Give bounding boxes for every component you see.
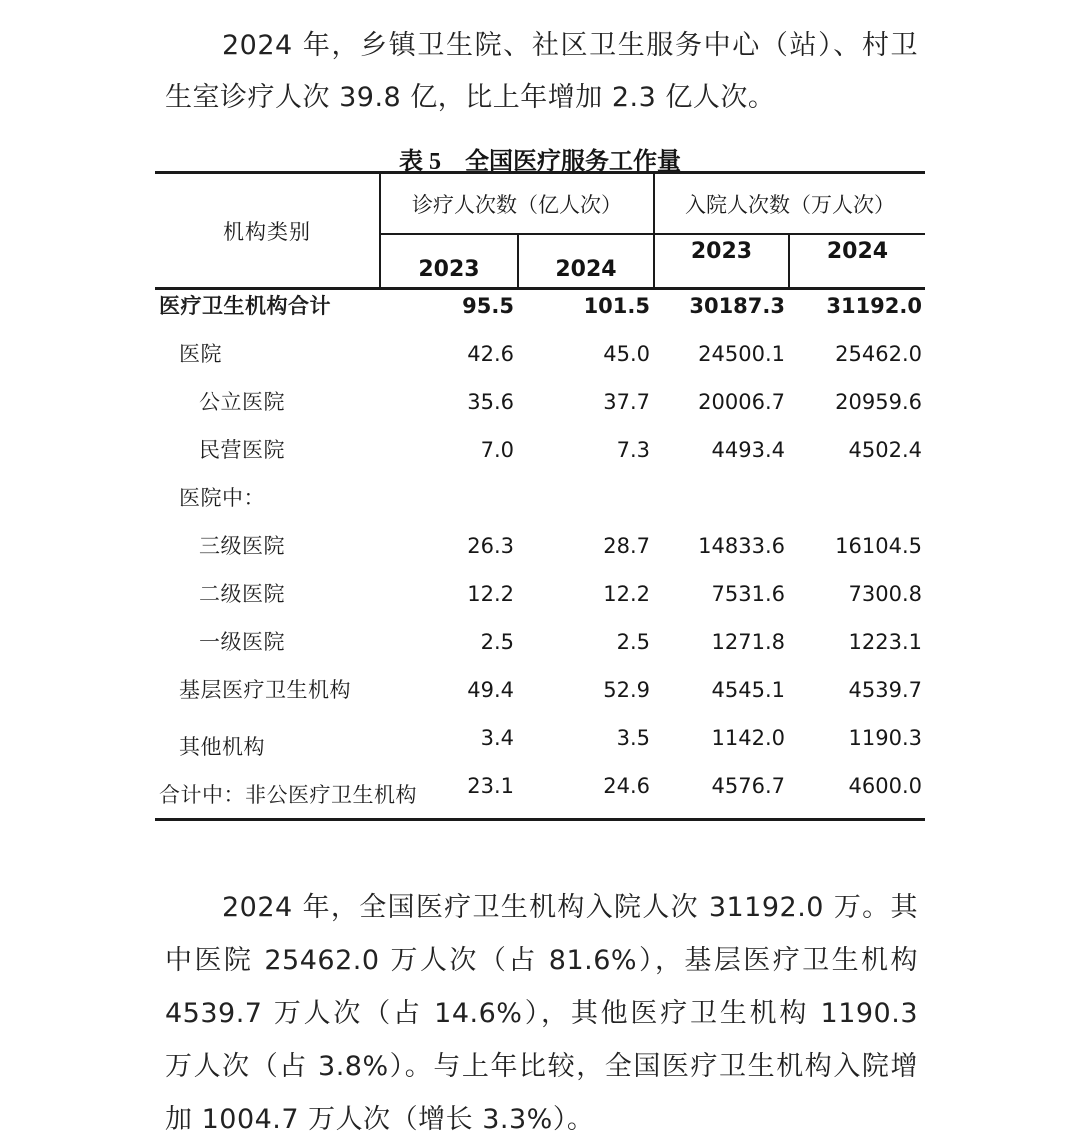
table-header — [155, 174, 925, 290]
cell-value: 2.5 — [480, 630, 514, 654]
cell-value: 3.4 — [480, 726, 514, 750]
intro-line: 生室诊疗人次 39.8 亿，比上年增加 2.3 亿人次。 — [165, 82, 776, 113]
table-row — [155, 386, 925, 434]
cell-value: 4576.7 — [711, 774, 785, 798]
cell-value: 7.0 — [480, 438, 514, 462]
closing-paragraph — [165, 881, 918, 1137]
header-group-outpatient: 诊疗人次数（亿人次） — [379, 174, 653, 235]
cell-value: 26.3 — [467, 534, 514, 558]
table-row — [155, 434, 925, 482]
cell-value: 30187.3 — [689, 294, 785, 318]
cell-value: 12.2 — [467, 582, 514, 606]
cell-value: 4539.7 — [848, 678, 922, 702]
closing-line: 2024 年，全国医疗卫生机构入院人次 31192.0 万。其 — [222, 892, 918, 923]
table-row — [155, 722, 925, 770]
cell-value: 20006.7 — [698, 390, 785, 414]
medical-service-table — [155, 171, 925, 821]
cell-value: 12.2 — [603, 582, 650, 606]
row-label: 二级医院 — [199, 582, 285, 606]
cell-value: 1190.3 — [848, 726, 922, 750]
cell-value: 101.5 — [583, 294, 650, 318]
cell-value: 20959.6 — [835, 390, 922, 414]
cell-value: 4545.1 — [711, 678, 785, 702]
cell-value: 1142.0 — [711, 726, 785, 750]
cell-value: 95.5 — [462, 294, 514, 318]
cell-value: 42.6 — [467, 342, 514, 366]
header-year: 2024 — [788, 235, 925, 287]
table-row — [155, 770, 925, 818]
intro-paragraph — [165, 20, 918, 124]
row-label: 一级医院 — [199, 630, 285, 654]
cell-value: 37.7 — [603, 390, 650, 414]
table-row — [155, 290, 925, 338]
closing-line: 4539.7 万人次（占 14.6%），其他医疗卫生机构 1190.3 — [165, 998, 918, 1029]
cell-value: 25462.0 — [835, 342, 922, 366]
row-label: 合计中：非公医疗卫生机构 — [159, 783, 417, 807]
cell-value: 52.9 — [603, 678, 650, 702]
cell-value: 49.4 — [467, 678, 514, 702]
cell-value: 23.1 — [467, 774, 514, 798]
closing-line: 中医院 25462.0 万人次（占 81.6%），基层医疗卫生机构 — [165, 945, 918, 976]
cell-value: 24.6 — [603, 774, 650, 798]
cell-value: 7531.6 — [711, 582, 785, 606]
header-year: 2024 — [517, 235, 653, 287]
closing-line: 加 1004.7 万人次（增长 3.3%）。 — [165, 1104, 595, 1135]
closing-line: 万人次（占 3.8%）。与上年比较，全国医疗卫生机构入院增 — [165, 1051, 918, 1082]
header-group-admission: 入院人次数（万人次） — [653, 174, 925, 235]
row-label: 公立医院 — [199, 390, 285, 414]
cell-value: 35.6 — [467, 390, 514, 414]
cell-value: 4493.4 — [711, 438, 785, 462]
table-row — [155, 530, 925, 578]
row-label: 医院 — [179, 342, 222, 366]
table-row — [155, 674, 925, 722]
row-label: 其他机构 — [179, 735, 265, 759]
cell-value: 28.7 — [603, 534, 650, 558]
row-label: 民营医院 — [199, 438, 285, 462]
cell-value: 24500.1 — [698, 342, 785, 366]
cell-value: 7300.8 — [848, 582, 922, 606]
cell-value: 4600.0 — [848, 774, 922, 798]
header-year: 2023 — [653, 235, 788, 287]
table-row — [155, 338, 925, 386]
header-category: 机构类别 — [223, 219, 311, 244]
cell-value: 2.5 — [616, 630, 650, 654]
header-year: 2023 — [379, 235, 517, 287]
cell-value: 16104.5 — [835, 534, 922, 558]
cell-value: 7.3 — [616, 438, 650, 462]
row-label: 医疗卫生机构合计 — [159, 294, 331, 318]
table-row — [155, 578, 925, 626]
row-label: 基层医疗卫生机构 — [179, 678, 351, 702]
cell-value: 14833.6 — [698, 534, 785, 558]
cell-value: 3.5 — [616, 726, 650, 750]
row-label: 医院中： — [179, 486, 265, 510]
row-label: 三级医院 — [199, 534, 285, 558]
table-row — [155, 482, 925, 530]
cell-value: 31192.0 — [826, 294, 922, 318]
cell-value: 1223.1 — [848, 630, 922, 654]
intro-line: 2024 年，乡镇卫生院、社区卫生服务中心（站）、村卫 — [222, 30, 918, 61]
table-row — [155, 626, 925, 674]
cell-value: 4502.4 — [848, 438, 922, 462]
cell-value: 45.0 — [603, 342, 650, 366]
table-body — [155, 290, 925, 821]
cell-value: 1271.8 — [711, 630, 785, 654]
table-title: 表 5 全国医疗服务工作量 — [399, 149, 681, 175]
